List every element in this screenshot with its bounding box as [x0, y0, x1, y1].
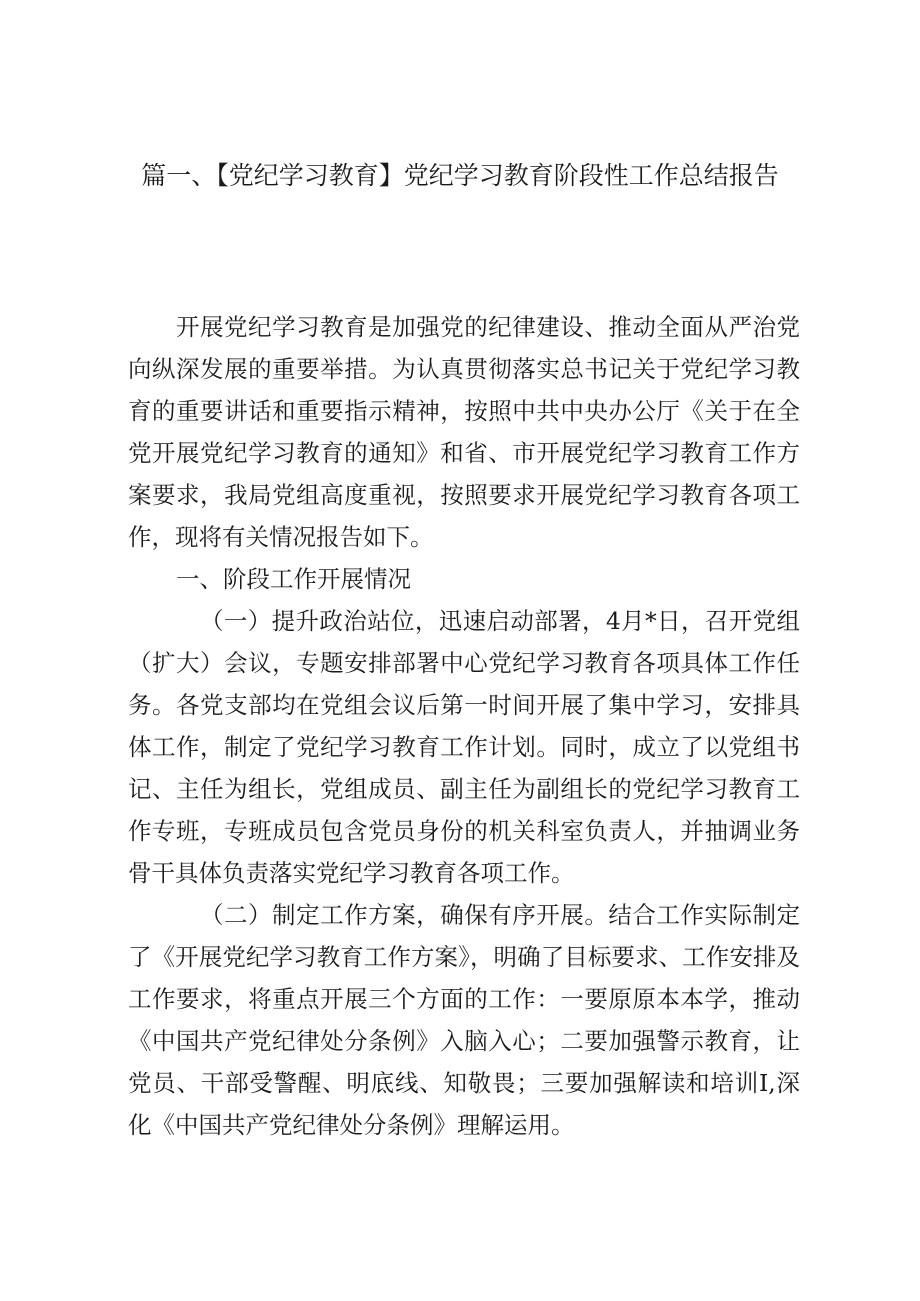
- item-one-paragraph: （一）提升政治站位，迅速启动部署，4月*日，召开党组（扩大）会议，专题安排部署中心党纪学习教育各项具体工作任务。各党支部均在党组会议后第一时间开展了集中学习，安排具体工作，制定了党纪学习教育工作计划。同时，成立了以党组书记、主任为组长，党组成员、副主任为副组长的党纪学习教育工作专班，专班成员包含党员身份的机关科室负责人，并抽调业务骨干具体负责落实党纪学习教育各项工作。: [128, 607, 800, 887]
- section-heading: 一、阶段工作开展情况: [176, 565, 411, 593]
- intro-paragraph: 开展党纪学习教育是加强党的纪律建设、推动全面从严治党向纵深发展的重要举措。为认真贯彻落实总书记关于党纪学习教育的重要讲话和重要指示精神，按照中共中央办公厅《关于在全党开展党纪学习教育的通知》和省、市开展党纪学习教育工作方案要求，我局党组高度重视，按照要求开展党纪学习教育各项工作，现将有关情况报告如下。: [128, 313, 800, 551]
- document-title: 篇一、【党纪学习教育】党纪学习教育阶段性工作总结报告: [141, 161, 779, 190]
- document-body: [128, 306, 800, 1146]
- item-two-paragraph: （二）制定工作方案，确保有序开展。结合工作实际制定了《开展党纪学习教育工作方案》，明确了目标要求、工作安排及工作要求，将重点开展三个方面的工作：一要原原本本学，推动《中国共产党纪律处分条例》入脑入心；二要加强警示教育，让党员、干部受警醒、明底线、知敬畏；三要加强解读和培训I,深化《中国共产党纪律处分条例》理解运用。: [128, 901, 800, 1139]
